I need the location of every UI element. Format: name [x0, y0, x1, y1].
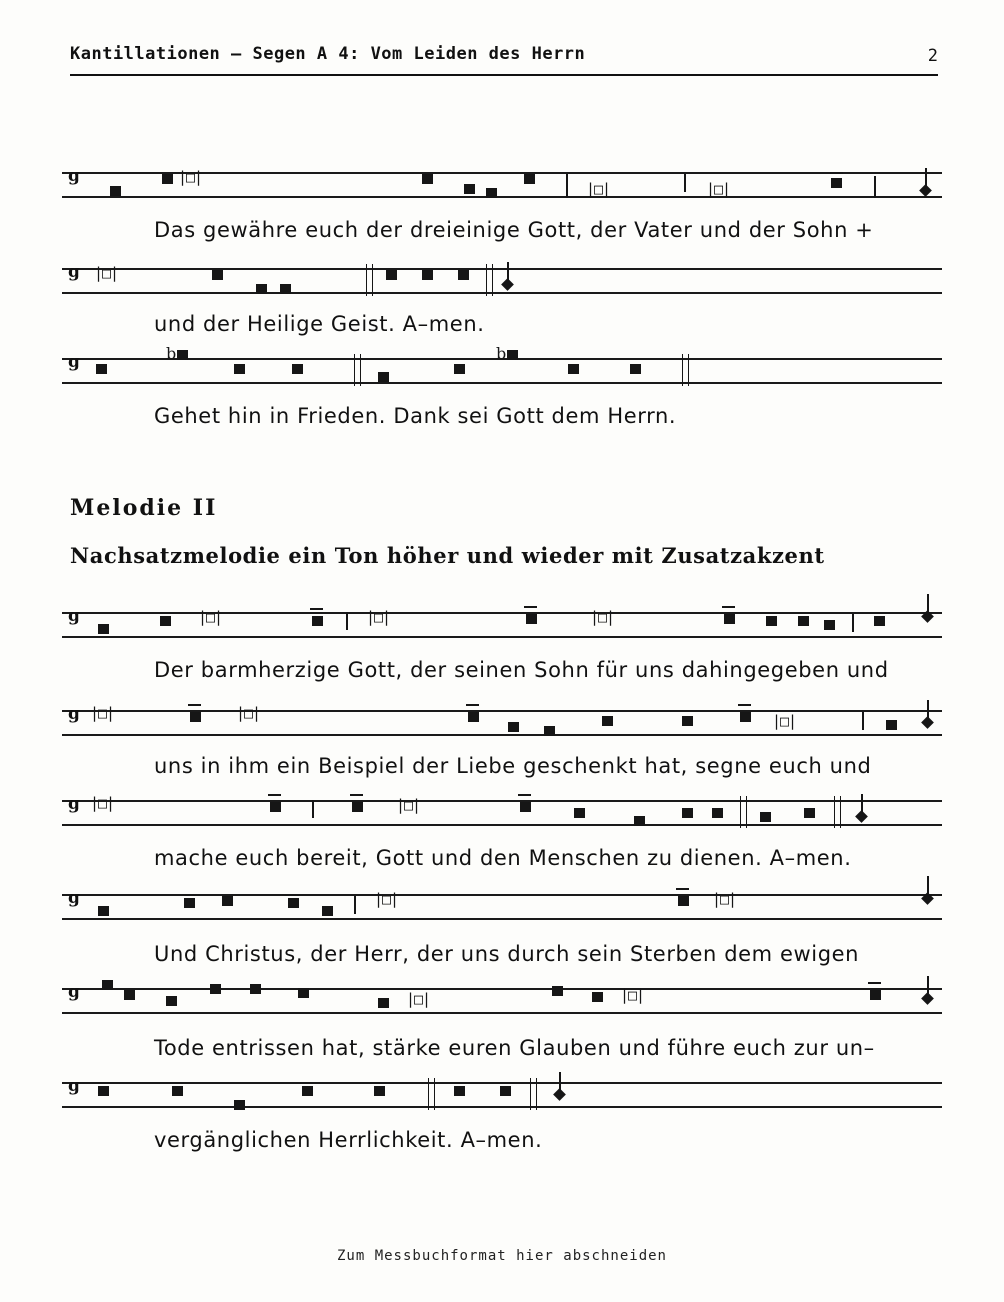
note: [760, 812, 771, 822]
note: [422, 270, 433, 280]
header-divider: [70, 74, 938, 76]
clef-icon: g: [68, 352, 80, 372]
staff: [62, 1072, 942, 1118]
boxnote: |□|: [198, 608, 223, 626]
staff-line-lower: [62, 824, 942, 826]
barline: [346, 612, 348, 630]
note: [210, 984, 221, 994]
chant-system-4: [62, 602, 942, 682]
boxnote: |□|: [706, 180, 731, 198]
barline: [852, 614, 854, 632]
note: [298, 988, 309, 998]
note: [160, 616, 171, 626]
double-barline: [486, 264, 493, 296]
double-barline: [834, 796, 841, 828]
barline: [312, 800, 314, 818]
boxnote: |□|: [590, 608, 615, 626]
barline: [684, 174, 686, 192]
note: [724, 614, 735, 624]
episema: [310, 608, 323, 610]
note: [526, 614, 537, 624]
note: [172, 1086, 183, 1096]
note: [96, 364, 107, 374]
note: [256, 284, 267, 294]
staff-line-upper: [62, 612, 942, 614]
note: [507, 350, 518, 360]
chant-system-9: [62, 1072, 942, 1152]
staff: [62, 884, 942, 930]
note: [500, 1086, 511, 1096]
boxnote: |□|: [366, 608, 391, 626]
note: [352, 802, 363, 812]
double-barline: [740, 796, 747, 828]
note: [110, 186, 121, 196]
note: [831, 178, 842, 188]
staff-line-upper: [62, 894, 942, 896]
flat-icon: b: [496, 344, 507, 363]
note: [222, 896, 233, 906]
note: [234, 364, 245, 374]
note: [98, 906, 109, 916]
note: [124, 990, 135, 1000]
staff: [62, 978, 942, 1024]
double-barline: [366, 264, 373, 296]
episema: [350, 794, 363, 796]
clef-icon: g: [68, 794, 80, 814]
clef-icon: g: [68, 1076, 80, 1096]
note: [378, 998, 389, 1008]
staff: [62, 344, 942, 394]
note: [886, 720, 897, 730]
boxnote: |□|: [712, 890, 737, 908]
episema: [268, 794, 281, 796]
note: [250, 984, 261, 994]
note: [712, 808, 723, 818]
note: [386, 270, 397, 280]
clef-icon: g: [68, 888, 80, 908]
chant-system-1: [62, 162, 942, 242]
clef-icon: g: [68, 982, 80, 1002]
barline: [862, 712, 864, 730]
boxnote: |□|: [236, 704, 261, 722]
clef-icon: g: [68, 606, 80, 626]
note: [568, 364, 579, 374]
barline: [566, 174, 568, 198]
boxnote: |□|: [406, 990, 431, 1008]
note: [454, 1086, 465, 1096]
double-barline: [354, 354, 361, 386]
footer-note: Zum Messbuchformat hier abschneiden: [336, 1248, 667, 1264]
note: [288, 898, 299, 908]
staff-line-upper: [62, 988, 942, 990]
episema: [722, 606, 735, 608]
boxnote: |□|: [178, 168, 203, 186]
note: [824, 620, 835, 630]
staff-line-lower: [62, 1106, 942, 1108]
note: [312, 616, 323, 626]
note: [190, 712, 201, 722]
lyric-line: Und Christus, der Herr, der uns durch sein Sterben dem ewigen: [154, 942, 860, 966]
note: [804, 808, 815, 818]
episema: [676, 888, 689, 890]
note: [544, 726, 555, 736]
note: [468, 712, 479, 722]
note: [234, 1100, 245, 1110]
note: [634, 816, 645, 826]
note: [102, 980, 113, 990]
note: [374, 1086, 385, 1096]
lyric-line: und der Heilige Geist. A–men.: [154, 312, 485, 336]
note: [454, 364, 465, 374]
note: [270, 802, 281, 812]
lyric-line: Gehet hin in Frieden. Dank sei Gott dem Herrn.: [154, 404, 677, 428]
note: [378, 372, 389, 382]
chant-system-2: [62, 258, 942, 336]
boxnote: |□|: [90, 704, 115, 722]
page-number: 2: [927, 46, 938, 66]
chant-system-7: [62, 884, 942, 966]
note: [682, 716, 693, 726]
lyric-line: Tode entrissen hat, stärke euren Glauben und führe euch zur un–: [154, 1036, 875, 1060]
chant-system-5: [62, 700, 942, 778]
note: [162, 174, 173, 184]
staff-line-lower: [62, 918, 942, 920]
staff: [62, 602, 942, 648]
note: [177, 350, 188, 360]
barline: [874, 176, 876, 198]
chant-system-8: [62, 978, 942, 1060]
note: [766, 616, 777, 626]
double-barline: [428, 1078, 435, 1110]
clef-icon: g: [68, 704, 80, 724]
note: [524, 174, 535, 184]
boxnote: |□|: [620, 986, 645, 1004]
staff-line-upper: [62, 1082, 942, 1084]
note: [740, 712, 751, 722]
note: [486, 188, 497, 198]
staff: [62, 258, 942, 304]
boxnote: |□|: [94, 264, 119, 282]
double-barline: [682, 354, 689, 386]
note: [874, 616, 885, 626]
note: [520, 802, 531, 812]
lyric-line: vergänglichen Herrlichkeit. A–men.: [154, 1128, 543, 1152]
note: [574, 808, 585, 818]
note: [322, 906, 333, 916]
note: [552, 986, 563, 996]
note: [458, 270, 469, 280]
note: [678, 896, 689, 906]
note: [630, 364, 641, 374]
lyric-line: Das gewähre euch der dreieinige Gott, der Vater und der Sohn +: [154, 218, 874, 242]
boxnote: |□|: [396, 796, 421, 814]
page-header: [70, 44, 938, 78]
section-title-melodie-2: Melodie II: [70, 495, 218, 521]
episema: [466, 704, 479, 706]
chant-system-3: [62, 344, 942, 428]
staff-line-lower: [62, 292, 942, 294]
chant-system-6: [62, 790, 942, 870]
note: [212, 270, 223, 280]
note: [302, 1086, 313, 1096]
lyric-line: Der barmherzige Gott, der seinen Sohn für uns dahingegeben und: [154, 658, 889, 682]
staff-line-upper: [62, 800, 942, 802]
note: [422, 174, 433, 184]
staff-line-lower: [62, 636, 942, 638]
boxnote: |□|: [374, 890, 399, 908]
header-title: Kantillationen – Segen A 4: Vom Leiden des Herrn: [70, 44, 586, 64]
staff-line-lower: [62, 382, 942, 384]
note: [508, 722, 519, 732]
boxnote: |□|: [90, 794, 115, 812]
note: [682, 808, 693, 818]
note: [184, 898, 195, 908]
staff-line-upper: [62, 268, 942, 270]
episema: [518, 794, 531, 796]
staff-line-lower: [62, 1012, 942, 1014]
note: [464, 184, 475, 194]
section-subtitle-melodie-2: Nachsatzmelodie ein Ton höher und wieder mit Zusatzakzent: [70, 543, 825, 568]
note: [602, 716, 613, 726]
clef-icon: g: [68, 262, 80, 282]
staff-line-lower: [62, 734, 942, 736]
barline: [354, 896, 356, 914]
note: [280, 284, 291, 294]
note: [292, 364, 303, 374]
note: [98, 1086, 109, 1096]
note: [166, 996, 177, 1006]
double-barline: [530, 1078, 537, 1110]
episema: [830, 172, 843, 174]
lyric-line: mache euch bereit, Gott und den Menschen zu dienen. A–men.: [154, 846, 852, 870]
flat-icon: b: [166, 344, 177, 363]
episema: [738, 704, 751, 706]
lyric-line: uns in ihm ein Beispiel der Liebe geschenkt hat, segne euch und: [154, 754, 872, 778]
boxnote: |□|: [586, 180, 611, 198]
staff-line-lower: [62, 196, 942, 198]
note: [870, 990, 881, 1000]
boxnote: |□|: [772, 712, 797, 730]
episema: [524, 606, 537, 608]
clef-icon: g: [68, 166, 80, 186]
staff: [62, 162, 942, 208]
staff: [62, 790, 942, 836]
note: [98, 624, 109, 634]
episema: [868, 982, 881, 984]
note: [592, 992, 603, 1002]
staff: [62, 700, 942, 746]
episema: [188, 704, 201, 706]
note: [798, 616, 809, 626]
